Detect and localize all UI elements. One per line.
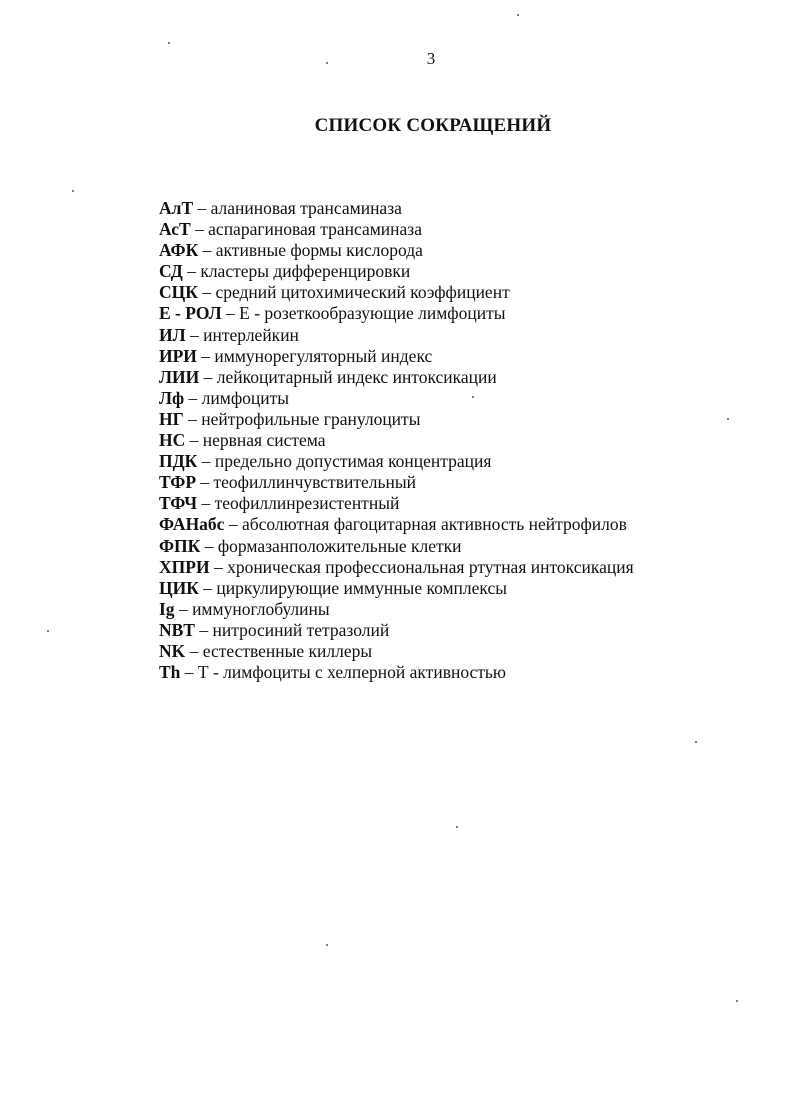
abbreviation-definition: нейтрофильные гранулоциты: [201, 408, 421, 429]
abbreviation-term: ПДК: [159, 451, 198, 472]
abbreviation-term: НГ: [159, 408, 184, 429]
abbreviation-dash: –: [185, 430, 203, 451]
abbreviation-dash: –: [224, 514, 242, 535]
abbreviation-dash: –: [182, 261, 201, 282]
abbreviation-item: [159, 430, 634, 451]
abbreviation-term: ТФЧ: [159, 493, 198, 514]
abbreviation-dash: –: [197, 282, 216, 303]
scan-speck: [695, 741, 697, 743]
abbreviation-term: СЦК: [159, 282, 198, 303]
abbreviation-term: АсТ: [159, 219, 191, 240]
abbreviation-definition: лейкоцитарный индекс интоксикации: [216, 366, 497, 387]
abbreviation-dash: –: [221, 303, 240, 324]
abbreviation-dash: –: [196, 345, 215, 366]
abbreviation-definition: теофиллинрезистентный: [214, 493, 400, 514]
abbreviation-item: [159, 346, 634, 367]
scan-speck: [168, 42, 170, 44]
scan-speck: [517, 14, 519, 16]
abbreviation-item: [159, 557, 634, 578]
abbreviation-item: [159, 599, 634, 620]
scan-speck: [326, 62, 328, 64]
abbreviation-term: ТФР: [159, 472, 197, 493]
abbreviation-term: ФАНабс: [159, 514, 225, 535]
abbreviation-definition: кластеры дифференцировки: [200, 261, 411, 282]
abbreviation-item: [159, 325, 634, 346]
abbreviation-dash: –: [197, 493, 215, 514]
abbreviation-dash: –: [200, 535, 218, 556]
abbreviation-definition: формазанположительные клетки: [217, 535, 462, 556]
abbreviation-term: АФК: [159, 240, 199, 261]
abbreviation-dash: –: [184, 387, 202, 408]
abbreviation-definition: абсолютная фагоцитарная активность нейтрофилов: [241, 514, 627, 535]
abbreviation-definition: интерлейкин: [203, 324, 299, 345]
abbreviation-item: [159, 514, 634, 535]
abbreviation-dash: –: [209, 556, 228, 577]
abbreviation-dash: –: [185, 324, 204, 345]
abbreviation-definition: нервная система: [202, 430, 326, 451]
abbreviation-item: [159, 641, 634, 662]
abbreviation-term: НС: [159, 430, 186, 451]
scan-speck: [456, 826, 458, 828]
abbreviation-item: [159, 472, 634, 493]
abbreviation-definition: теофиллинчувствительный: [213, 472, 416, 493]
abbreviation-item: [159, 662, 634, 683]
abbreviation-definition: иммуноглобулины: [192, 598, 330, 619]
abbreviation-list: [159, 198, 634, 683]
abbreviation-definition: предельно допустимая концентрация: [214, 451, 492, 472]
abbreviation-item: [159, 578, 634, 599]
abbreviation-item: [159, 303, 634, 324]
abbreviation-definition: иммунорегуляторный индекс: [214, 345, 433, 366]
abbreviation-dash: –: [180, 662, 198, 683]
abbreviation-dash: –: [185, 640, 203, 661]
abbreviation-term: Лф: [159, 387, 185, 408]
abbreviation-definition: активные формы кислорода: [215, 240, 423, 261]
abbreviation-item: [159, 282, 634, 303]
abbreviation-term: Ig: [159, 598, 175, 619]
abbreviation-item: [159, 261, 634, 282]
abbreviation-term: ИРИ: [159, 345, 197, 366]
abbreviation-item: [159, 367, 634, 388]
abbreviation-dash: –: [194, 619, 213, 640]
scan-speck: [72, 190, 74, 192]
abbreviation-definition: аспарагиновая трансаминаза: [208, 219, 422, 240]
abbreviation-item: [159, 219, 634, 240]
abbreviation-item: [159, 493, 634, 514]
abbreviation-term: ФПК: [159, 535, 201, 556]
abbreviation-definition: аланиновая трансаминаза: [210, 198, 402, 218]
page-number: 3: [426, 49, 436, 68]
abbreviation-dash: –: [198, 240, 216, 261]
scan-speck: [736, 1000, 738, 1002]
abbreviation-item: [159, 388, 634, 409]
abbreviation-item: [159, 620, 634, 641]
abbreviation-term: АлТ: [159, 198, 194, 218]
abbreviation-term: ЛИИ: [159, 366, 200, 387]
abbreviation-dash: –: [199, 366, 217, 387]
abbreviation-definition: хроническая профессиональная ртутная интоксикация: [227, 556, 634, 577]
abbreviation-term: NBT: [159, 619, 195, 640]
abbreviation-definition: средний цитохимический коэффициент: [215, 282, 510, 303]
abbreviation-dash: –: [183, 408, 202, 429]
abbreviation-term: Th: [159, 662, 181, 683]
abbreviation-definition: циркулирующие иммунные комплексы: [216, 577, 508, 598]
page-title: СПИСОК СОКРАЩЕНИЙ: [314, 115, 552, 136]
abbreviation-definition: Е - розеткообразующие лимфоциты: [239, 303, 506, 324]
abbreviation-dash: –: [198, 577, 217, 598]
abbreviation-dash: –: [196, 472, 214, 493]
abbreviation-dash: –: [197, 451, 215, 472]
abbreviation-item: [159, 451, 634, 472]
abbreviation-definition: Т - лимфоциты с хелперной активностью: [197, 662, 506, 683]
abbreviation-definition: нитросиний тетразолий: [212, 619, 390, 640]
abbreviation-definition: естественные киллеры: [202, 640, 373, 661]
abbreviation-term: NK: [159, 640, 186, 661]
abbreviation-term: СД: [159, 261, 183, 282]
scan-speck: [727, 418, 729, 420]
abbreviation-definition: лимфоциты: [201, 387, 290, 408]
scan-speck: [472, 396, 474, 398]
abbreviation-term: Е - РОЛ: [159, 303, 222, 324]
abbreviation-item: [159, 409, 634, 430]
scan-speck: [326, 944, 328, 946]
abbreviation-dash: –: [174, 598, 193, 619]
abbreviation-dash: –: [190, 219, 209, 240]
abbreviation-item: [159, 536, 634, 557]
abbreviation-term: ИЛ: [159, 324, 186, 345]
scan-speck: [47, 630, 49, 632]
abbreviation-item: [159, 240, 634, 261]
abbreviation-item: [159, 198, 634, 219]
abbreviation-term: ЦИК: [159, 577, 199, 598]
abbreviation-term: ХПРИ: [159, 556, 210, 577]
abbreviation-dash: –: [193, 198, 211, 218]
